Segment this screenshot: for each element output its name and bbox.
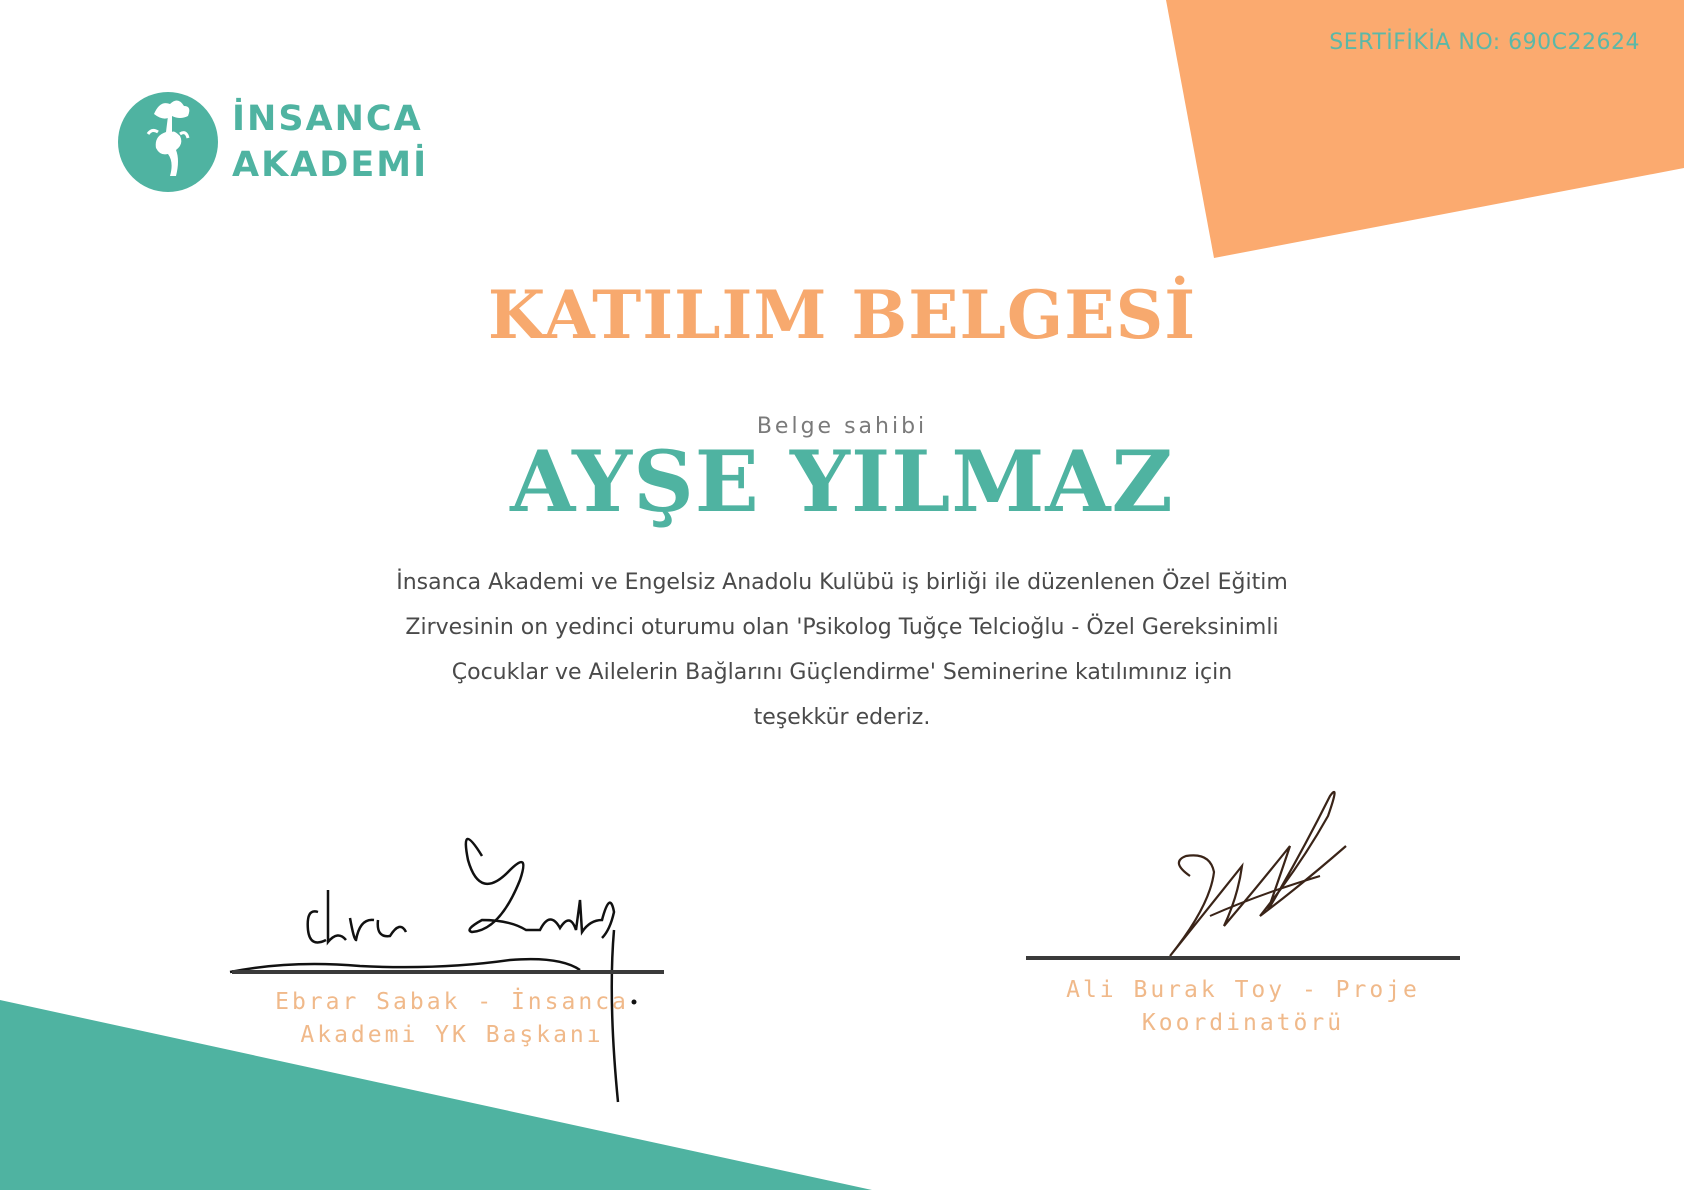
- certificate-number: SERTİFİKİA NO: 690C22624: [1329, 30, 1640, 55]
- signature-name-left: Ebrar Sabak - İnsanca: [275, 989, 629, 1015]
- body-line: teşekkür ederiz.: [753, 705, 931, 730]
- signature-caption-left: [262, 986, 642, 1052]
- holder-label: Belge sahibi: [756, 414, 928, 439]
- certificate-title: KATILIM BELGESİ: [487, 276, 1197, 354]
- signature-drawing-left: [210, 820, 670, 1110]
- logo-line-1: İNSANCA: [232, 99, 423, 139]
- signature-caption-right: [1050, 974, 1436, 1040]
- certificate-body: [342, 560, 1342, 740]
- logo: [118, 92, 428, 196]
- signature-drawing-right: [1150, 786, 1370, 966]
- body-line: Zirvesinin on yedinci oturumu olan 'Psikolog Tuğçe Telcioğlu - Özel Gereksinimli: [405, 615, 1279, 640]
- body-line: İnsanca Akademi ve Engelsiz Anadolu Kulübü iş birliği ile düzenlenen Özel Eğitim: [396, 570, 1288, 595]
- signature-name-right: Ali Burak Toy - Proje: [1066, 977, 1420, 1003]
- logo-line-2: AKADEMİ: [232, 145, 429, 185]
- signature-line-right: [1026, 956, 1460, 960]
- logo-tree-icon: [118, 92, 218, 192]
- holder-name: AYŞE YILMAZ: [510, 432, 1174, 531]
- signature-line-left: [232, 970, 664, 974]
- signature-role-left: Akademi YK Başkanı: [300, 1022, 604, 1048]
- logo-text: [232, 96, 428, 188]
- body-line: Çocuklar ve Ailelerin Bağlarını Güçlendirme' Seminerine katılımınız için: [451, 660, 1233, 685]
- signature-role-right: Koordinatörü: [1141, 1010, 1345, 1036]
